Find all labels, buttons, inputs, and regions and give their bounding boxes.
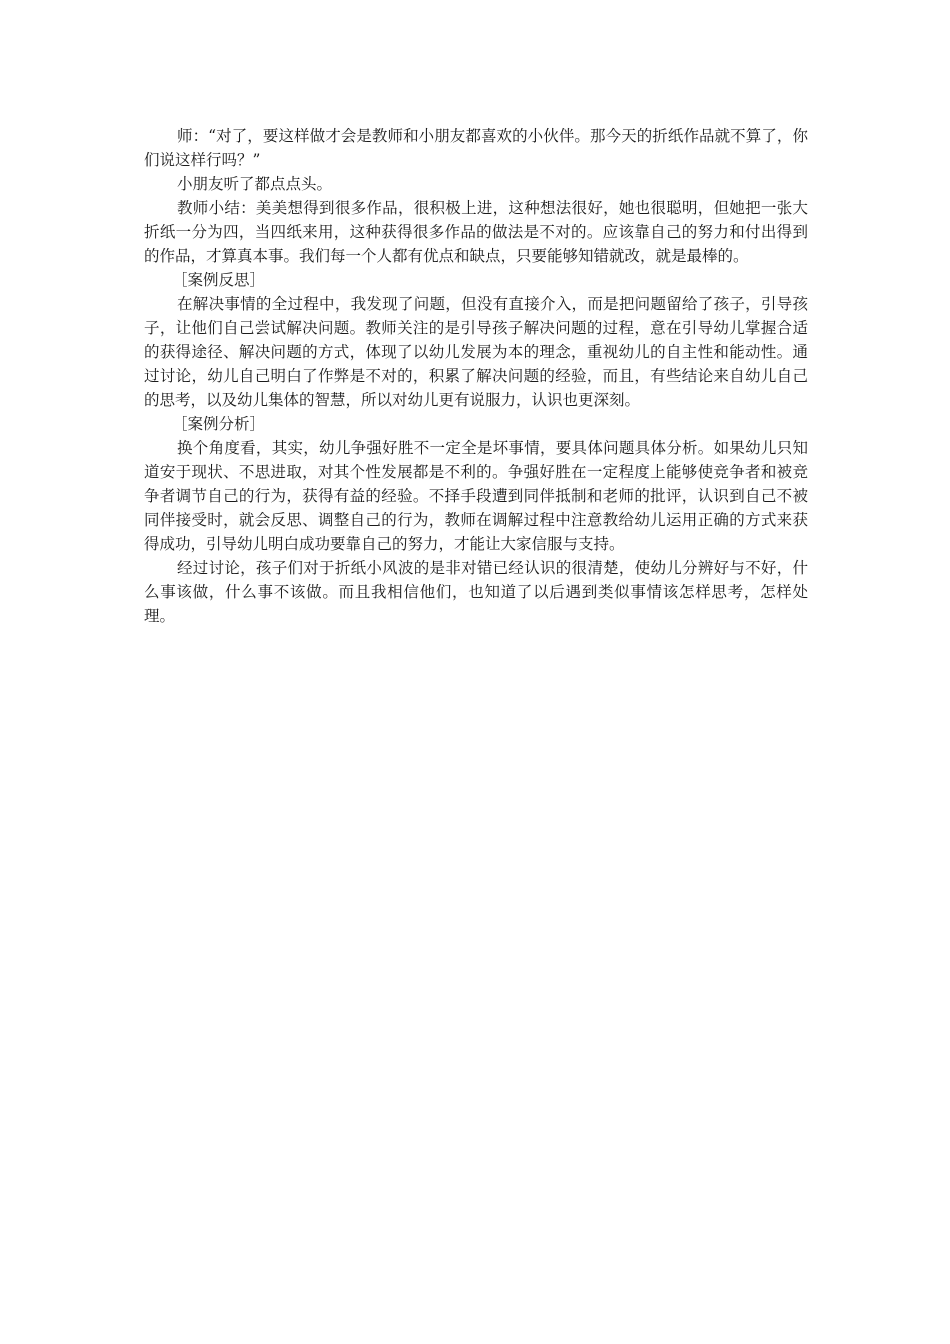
paragraph-analysis: 换个角度看，其实，幼儿争强好胜不一定全是坏事情，要具体问题具体分析。如果幼儿只知道安于现状、不思进取，对其个性发展都是不利的。争强好胜在一定程度上能够使竞争者和被竞争者调节自己的行为，获得有益的经验。不择手段遭到同伴抵制和老师的批评，认识到自己不被同伴接受时，就会反思、调整自己的行为，教师在调解过程中注意教给幼儿运用正确的方式来获得成功，引导幼儿明白成功要靠自己的努力，才能让大家信服与支持。 [144, 439, 808, 553]
paragraph-teacher-quote: 师：“对了，要这样做才会是教师和小朋友都喜欢的小伙伴。那今天的折纸作品就不算了，你们说这样行吗？” [144, 127, 808, 169]
paragraph-reflection: 在解决事情的全过程中，我发现了问题，但没有直接介入，而是把问题留给了孩子，引导孩子，让他们自己尝试解决问题。教师关注的是引导孩子解决问题的过程，意在引导幼儿掌握合适的获得途径、解决问题的方式，体现了以幼儿发展为本的理念，重视幼儿的自主性和能动性。通过讨论，幼儿自己明白了作弊是不对的，积累了解决问题的经验，而且，有些结论来自幼儿自己的思考，以及幼儿集体的智慧，所以对幼儿更有说服力，认识也更深刻。 [144, 295, 808, 409]
paragraph-teacher-summary: 教师小结：美美想得到很多作品，很积极上进，这种想法很好，她也很聪明，但她把一张大折纸一分为四，当四纸来用，这种获得很多作品的做法是不对的。应该靠自己的努力和付出得到的作品，才算真本事。我们每一个人都有优点和缺点，只要能够知错就改，就是最棒的。 [144, 199, 808, 265]
paragraph-children-nod: 小朋友听了都点点头。 [177, 175, 333, 193]
document-body [144, 124, 808, 628]
paragraph-conclusion: 经过讨论，孩子们对于折纸小风波的是非对错已经认识的很清楚，使幼儿分辨好与不好，什么事该做，什么事不该做。而且我相信他们，也知道了以后遇到类似事情该怎样思考，怎样处理。 [144, 559, 808, 625]
section-heading-case-reflection: ［案例反思］ [172, 271, 266, 289]
section-heading-case-analysis: ［案例分析］ [172, 415, 266, 433]
